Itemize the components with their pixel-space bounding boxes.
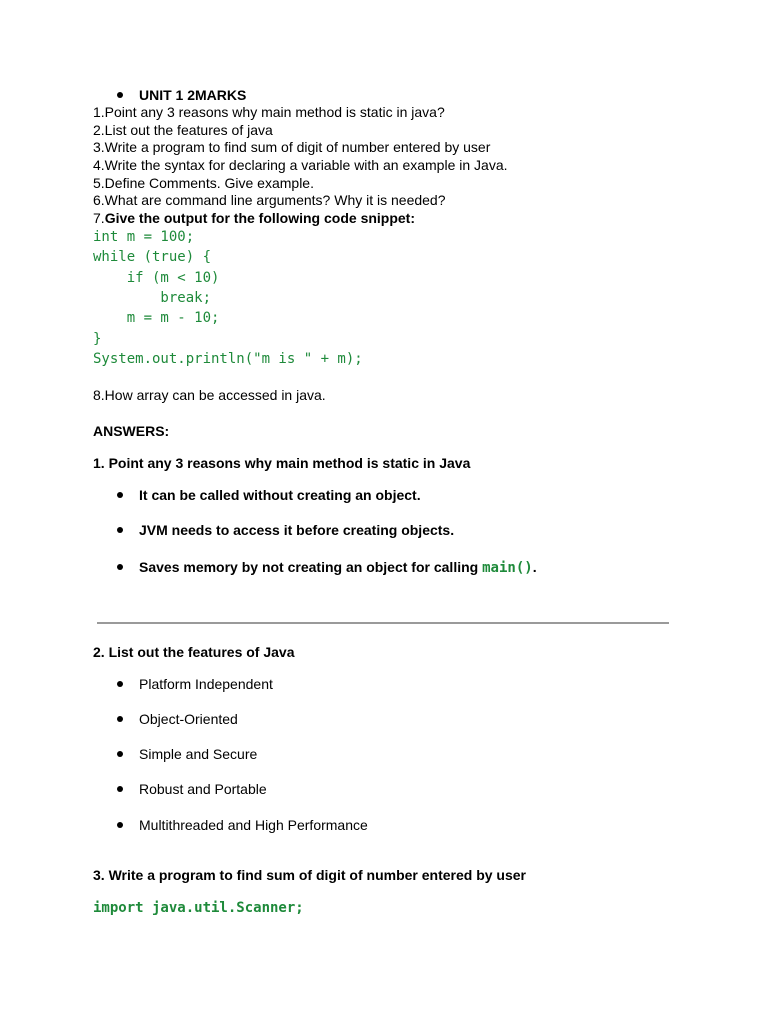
bullet-icon xyxy=(117,751,123,757)
code-line-5: m = m - 10; xyxy=(93,310,220,326)
answer-1-point-3-trailing: . xyxy=(532,559,537,575)
answers-heading: ANSWERS: xyxy=(93,423,170,439)
bullet-icon xyxy=(117,716,123,722)
bullet-icon xyxy=(117,681,123,687)
answer-3-title: 3. Write a program to find sum of digit of number entered by user xyxy=(93,867,527,883)
question-5: 5.Define Comments. Give example. xyxy=(93,175,314,191)
main-method-code-ref: main() xyxy=(482,560,533,576)
answer-1-title: 1. Point any 3 reasons why main method is static in Java xyxy=(93,455,471,471)
question-7-number: 7. xyxy=(93,210,105,226)
unit-heading: UNIT 1 2MARKS xyxy=(139,87,247,103)
bullet-icon xyxy=(117,492,123,498)
answer-1-point-1: It can be called without creating an object. xyxy=(139,487,421,503)
answer-2-title: 2. List out the features of Java xyxy=(93,644,295,660)
bullet-icon xyxy=(117,564,123,570)
question-1: 1.Point any 3 reasons why main method is static in java? xyxy=(93,104,445,120)
code-line-1: int m = 100; xyxy=(93,229,195,245)
question-3: 3.Write a program to find sum of digit of number entered by user xyxy=(93,139,491,155)
code-line-4: break; xyxy=(93,290,212,306)
question-2: 2.List out the features of java xyxy=(93,122,273,138)
code-line-3: if (m < 10) xyxy=(93,270,220,286)
bullet-icon xyxy=(117,786,123,792)
bullet-icon xyxy=(117,92,123,98)
answer-1-point-3-text: Saves memory by not creating an object for calling xyxy=(139,559,483,575)
bullet-icon xyxy=(117,527,123,533)
feature-item: Multithreaded and High Performance xyxy=(139,817,368,833)
question-6: 6.What are command line arguments? Why it is needed? xyxy=(93,192,446,208)
answer-3-code: import java.util.Scanner; xyxy=(93,900,304,916)
question-7 xyxy=(93,210,415,227)
code-line-7: System.out.println("m is " + m); xyxy=(93,351,363,367)
question-4: 4.Write the syntax for declaring a variable with an example in Java. xyxy=(93,157,508,173)
bullet-icon xyxy=(117,822,123,828)
answer-1-point-3 xyxy=(139,559,537,577)
feature-item: Object-Oriented xyxy=(139,711,238,727)
feature-item: Simple and Secure xyxy=(139,746,258,762)
horizontal-divider xyxy=(97,622,669,624)
code-line-6: } xyxy=(93,331,102,347)
feature-item: Platform Independent xyxy=(139,676,273,692)
question-8: 8.How array can be accessed in java. xyxy=(93,387,326,403)
answer-1-point-2: JVM needs to access it before creating objects. xyxy=(139,522,455,538)
code-line-2: while (true) { xyxy=(93,249,212,265)
feature-item: Robust and Portable xyxy=(139,781,267,797)
question-7-text: Give the output for the following code snippet: xyxy=(104,210,416,226)
